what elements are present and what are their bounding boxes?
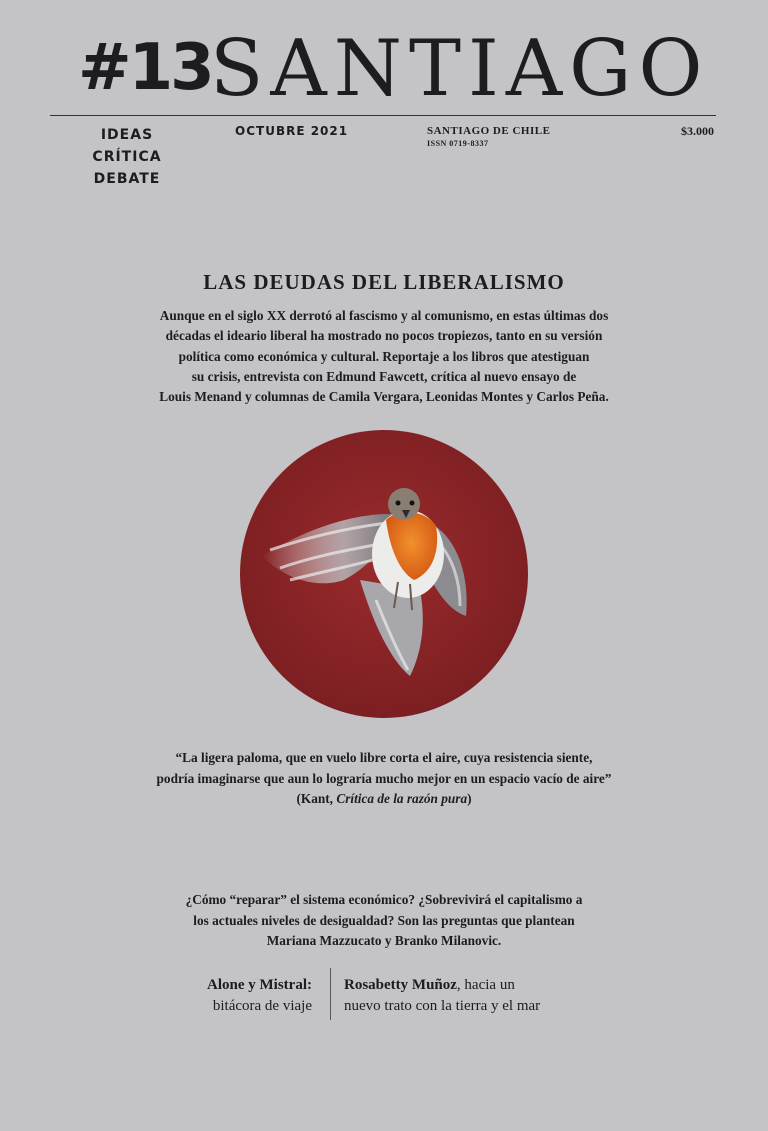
teaser-line: Mariana Mazzucato y Branko Milanovic. (266, 933, 502, 948)
feature-left (160, 975, 312, 1017)
deck-line: décadas el ideario liberal ha mostrado no pocos tropiezos, tanto en su versión (165, 328, 603, 344)
kant-quote (104, 748, 664, 810)
economy-teaser (124, 890, 644, 952)
issue-number: #13 (78, 31, 212, 105)
attribution-suffix: ) (467, 791, 472, 806)
cover-deck (114, 306, 654, 407)
issn-number: ISSN 0719-8337 (427, 139, 489, 148)
feature-right-subtitle-1: , hacia un (456, 977, 515, 993)
teaser-line: los actuales niveles de desigualdad? Son las preguntas que plantean (193, 912, 575, 928)
deck-line: Aunque en el siglo XX derrotó al fascismo y al comunismo, en estas últimas dos (159, 308, 609, 323)
masthead-rule (50, 115, 716, 116)
cover-headline: LAS DEUDAS DEL LIBERALISMO (203, 270, 565, 294)
quote-line: podría imaginarse que aun lo lograría mucho mejor en un espacio vacío de aire” (156, 770, 612, 786)
quote-attribution (104, 789, 664, 810)
deck-line: su crisis, entrevista con Edmund Fawcett, crítica al nuevo ensayo de (191, 368, 577, 384)
tagline-word: IDEAS (100, 127, 154, 143)
tagline-word: CRÍTICA (92, 149, 162, 165)
publication-place: SANTIAGO DE CHILE (427, 125, 551, 137)
cover-price: $3.000 (681, 124, 714, 138)
attribution-prefix: (Kant, (296, 791, 337, 806)
robin-illustration (240, 430, 528, 718)
tagline (88, 124, 166, 190)
quote-line: “La ligera paloma, que en vuelo libre corta el aire, cuya resistencia siente, (175, 750, 593, 765)
feature-left-title: Alone y Mistral: (207, 977, 312, 993)
deck-line: Louis Menand y columnas de Camila Vergara, Leonidas Montes y Carlos Peña. (159, 389, 609, 405)
attribution-work: Crítica de la razón pura (336, 791, 468, 806)
tagline-word: DEBATE (93, 171, 161, 187)
feature-divider (330, 968, 331, 1020)
feature-left-subtitle: bitácora de viaje (212, 998, 312, 1014)
masthead (0, 0, 768, 115)
teaser-line: ¿Cómo “reparar” el sistema económico? ¿Sobrevivirá el capitalismo a (185, 892, 583, 907)
issue-date: OCTUBRE 2021 (235, 124, 349, 138)
magazine-title: SANTIAGO (210, 24, 710, 114)
feature-right-title: Rosabetty Muñoz (344, 977, 457, 993)
feature-right (344, 975, 644, 1017)
feature-right-subtitle-2: nuevo trato con la tierra y el mar (344, 998, 541, 1014)
deck-line: política como económica y cultural. Reportaje a los libros que atestiguan (178, 348, 590, 364)
